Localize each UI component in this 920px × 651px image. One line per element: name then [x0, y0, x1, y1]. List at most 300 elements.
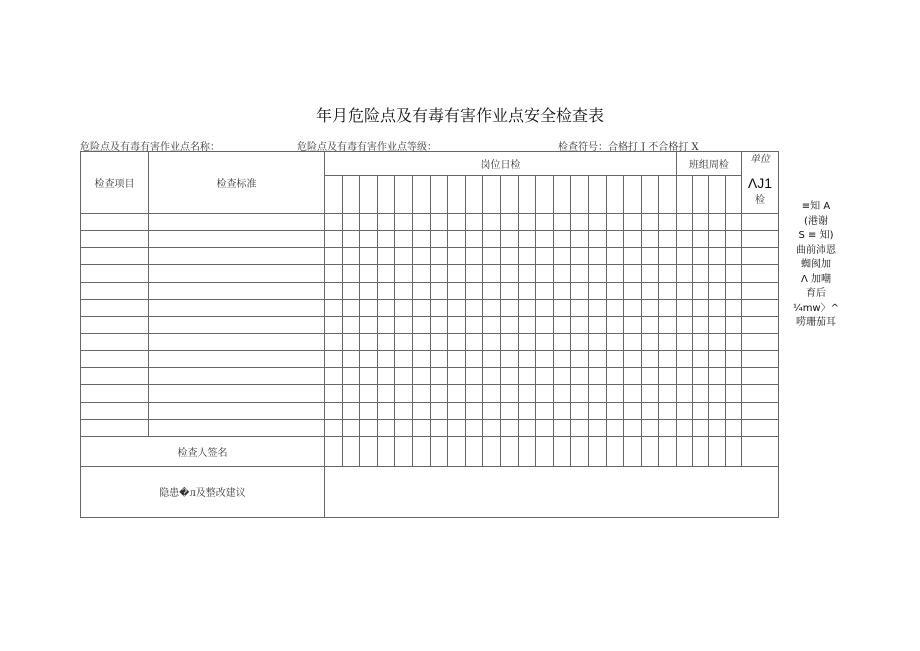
signature-cell[interactable] — [725, 436, 741, 466]
signature-cell[interactable] — [325, 436, 343, 466]
table-cell[interactable] — [553, 351, 571, 368]
table-cell[interactable] — [360, 333, 378, 350]
signature-cell[interactable] — [500, 436, 518, 466]
table-cell[interactable] — [659, 368, 677, 385]
table-cell[interactable] — [641, 402, 659, 419]
table-cell[interactable] — [500, 333, 518, 350]
table-cell[interactable] — [624, 265, 642, 282]
table-cell[interactable] — [342, 351, 360, 368]
table-cell[interactable] — [641, 299, 659, 316]
table-cell[interactable] — [741, 316, 778, 333]
signature-cell[interactable] — [430, 436, 448, 466]
table-cell[interactable] — [430, 385, 448, 402]
table-cell[interactable] — [741, 265, 778, 282]
table-cell[interactable] — [377, 402, 395, 419]
table-cell[interactable] — [536, 333, 554, 350]
table-cell[interactable] — [553, 231, 571, 248]
table-cell[interactable] — [412, 214, 430, 231]
table-cell[interactable] — [676, 368, 692, 385]
table-cell[interactable] — [553, 402, 571, 419]
table-cell[interactable] — [430, 248, 448, 265]
table-cell[interactable] — [536, 316, 554, 333]
table-cell[interactable] — [412, 402, 430, 419]
table-cell[interactable] — [606, 385, 624, 402]
check-cell[interactable] — [606, 176, 624, 214]
table-cell[interactable] — [571, 385, 589, 402]
table-cell[interactable] — [377, 214, 395, 231]
table-cell[interactable] — [676, 351, 692, 368]
table-cell[interactable] — [448, 368, 466, 385]
table-cell[interactable] — [588, 316, 606, 333]
table-cell[interactable] — [465, 214, 483, 231]
table-cell[interactable] — [659, 419, 677, 436]
table-cell[interactable] — [325, 351, 343, 368]
table-cell[interactable] — [81, 316, 149, 333]
table-cell[interactable] — [518, 231, 536, 248]
table-cell[interactable] — [741, 351, 778, 368]
hazards-field[interactable] — [325, 466, 779, 517]
table-cell[interactable] — [448, 316, 466, 333]
table-cell[interactable] — [412, 368, 430, 385]
table-cell[interactable] — [149, 419, 325, 436]
check-cell[interactable] — [676, 176, 692, 214]
table-cell[interactable] — [725, 282, 741, 299]
signature-cell[interactable] — [395, 436, 413, 466]
table-cell[interactable] — [659, 231, 677, 248]
table-cell[interactable] — [518, 316, 536, 333]
table-cell[interactable] — [342, 265, 360, 282]
table-cell[interactable] — [395, 402, 413, 419]
table-cell[interactable] — [725, 419, 741, 436]
table-cell[interactable] — [553, 419, 571, 436]
check-cell[interactable] — [709, 176, 725, 214]
table-cell[interactable] — [571, 419, 589, 436]
check-cell[interactable] — [465, 176, 483, 214]
table-cell[interactable] — [606, 368, 624, 385]
check-cell[interactable] — [395, 176, 413, 214]
table-cell[interactable] — [360, 265, 378, 282]
table-cell[interactable] — [571, 316, 589, 333]
table-cell[interactable] — [500, 248, 518, 265]
table-cell[interactable] — [536, 368, 554, 385]
table-cell[interactable] — [624, 316, 642, 333]
table-cell[interactable] — [395, 214, 413, 231]
table-cell[interactable] — [693, 368, 709, 385]
table-cell[interactable] — [500, 402, 518, 419]
table-cell[interactable] — [448, 265, 466, 282]
table-cell[interactable] — [741, 419, 778, 436]
table-cell[interactable] — [588, 385, 606, 402]
table-cell[interactable] — [518, 248, 536, 265]
table-cell[interactable] — [342, 316, 360, 333]
table-cell[interactable] — [606, 214, 624, 231]
table-cell[interactable] — [377, 231, 395, 248]
table-cell[interactable] — [325, 248, 343, 265]
table-cell[interactable] — [676, 333, 692, 350]
table-cell[interactable] — [536, 265, 554, 282]
signature-cell[interactable] — [676, 436, 692, 466]
table-cell[interactable] — [483, 299, 501, 316]
table-cell[interactable] — [81, 231, 149, 248]
table-cell[interactable] — [465, 248, 483, 265]
table-cell[interactable] — [659, 265, 677, 282]
table-cell[interactable] — [571, 299, 589, 316]
table-cell[interactable] — [624, 351, 642, 368]
table-cell[interactable] — [725, 231, 741, 248]
table-cell[interactable] — [448, 282, 466, 299]
table-cell[interactable] — [465, 316, 483, 333]
table-cell[interactable] — [518, 351, 536, 368]
table-cell[interactable] — [430, 214, 448, 231]
table-cell[interactable] — [483, 214, 501, 231]
table-cell[interactable] — [465, 351, 483, 368]
table-cell[interactable] — [536, 419, 554, 436]
table-cell[interactable] — [412, 231, 430, 248]
table-cell[interactable] — [725, 214, 741, 231]
table-cell[interactable] — [693, 385, 709, 402]
table-cell[interactable] — [325, 231, 343, 248]
check-cell[interactable] — [553, 176, 571, 214]
table-cell[interactable] — [395, 351, 413, 368]
table-cell[interactable] — [360, 248, 378, 265]
table-cell[interactable] — [536, 351, 554, 368]
table-cell[interactable] — [553, 316, 571, 333]
check-cell[interactable] — [725, 176, 741, 214]
table-cell[interactable] — [483, 265, 501, 282]
table-cell[interactable] — [709, 299, 725, 316]
table-cell[interactable] — [342, 333, 360, 350]
table-cell[interactable] — [571, 248, 589, 265]
check-cell[interactable] — [588, 176, 606, 214]
table-cell[interactable] — [412, 316, 430, 333]
table-cell[interactable] — [430, 299, 448, 316]
table-cell[interactable] — [325, 368, 343, 385]
table-cell[interactable] — [624, 282, 642, 299]
table-cell[interactable] — [377, 368, 395, 385]
signature-cell[interactable] — [536, 436, 554, 466]
table-cell[interactable] — [149, 402, 325, 419]
table-cell[interactable] — [465, 299, 483, 316]
table-cell[interactable] — [430, 265, 448, 282]
table-cell[interactable] — [571, 282, 589, 299]
table-cell[interactable] — [81, 248, 149, 265]
signature-cell[interactable] — [465, 436, 483, 466]
table-cell[interactable] — [536, 282, 554, 299]
table-cell[interactable] — [624, 333, 642, 350]
table-cell[interactable] — [725, 368, 741, 385]
table-cell[interactable] — [325, 214, 343, 231]
table-cell[interactable] — [325, 282, 343, 299]
table-cell[interactable] — [377, 351, 395, 368]
table-cell[interactable] — [81, 333, 149, 350]
table-cell[interactable] — [500, 385, 518, 402]
table-cell[interactable] — [725, 333, 741, 350]
table-cell[interactable] — [448, 402, 466, 419]
table-cell[interactable] — [448, 385, 466, 402]
table-cell[interactable] — [448, 248, 466, 265]
table-cell[interactable] — [81, 402, 149, 419]
table-cell[interactable] — [641, 351, 659, 368]
table-cell[interactable] — [448, 231, 466, 248]
table-cell[interactable] — [624, 299, 642, 316]
table-cell[interactable] — [465, 282, 483, 299]
table-cell[interactable] — [693, 282, 709, 299]
signature-cell[interactable] — [483, 436, 501, 466]
table-cell[interactable] — [741, 368, 778, 385]
signature-cell[interactable] — [377, 436, 395, 466]
table-cell[interactable] — [725, 299, 741, 316]
table-cell[interactable] — [430, 316, 448, 333]
table-cell[interactable] — [412, 248, 430, 265]
signature-cell[interactable] — [709, 436, 725, 466]
table-cell[interactable] — [149, 299, 325, 316]
table-cell[interactable] — [606, 248, 624, 265]
table-cell[interactable] — [588, 214, 606, 231]
table-cell[interactable] — [709, 265, 725, 282]
table-cell[interactable] — [588, 231, 606, 248]
table-cell[interactable] — [709, 419, 725, 436]
table-cell[interactable] — [624, 248, 642, 265]
signature-cell[interactable] — [360, 436, 378, 466]
table-cell[interactable] — [571, 368, 589, 385]
table-cell[interactable] — [588, 248, 606, 265]
table-cell[interactable] — [342, 231, 360, 248]
table-cell[interactable] — [412, 385, 430, 402]
table-cell[interactable] — [412, 351, 430, 368]
table-cell[interactable] — [553, 333, 571, 350]
table-cell[interactable] — [342, 299, 360, 316]
table-cell[interactable] — [536, 231, 554, 248]
signature-cell[interactable] — [588, 436, 606, 466]
table-cell[interactable] — [725, 265, 741, 282]
check-cell[interactable] — [500, 176, 518, 214]
table-cell[interactable] — [536, 402, 554, 419]
table-cell[interactable] — [676, 248, 692, 265]
table-cell[interactable] — [377, 299, 395, 316]
table-cell[interactable] — [430, 351, 448, 368]
table-cell[interactable] — [360, 351, 378, 368]
check-cell[interactable] — [483, 176, 501, 214]
check-cell[interactable] — [536, 176, 554, 214]
table-cell[interactable] — [741, 248, 778, 265]
table-cell[interactable] — [149, 282, 325, 299]
table-cell[interactable] — [641, 282, 659, 299]
table-cell[interactable] — [693, 333, 709, 350]
table-cell[interactable] — [693, 316, 709, 333]
table-cell[interactable] — [659, 316, 677, 333]
table-cell[interactable] — [465, 265, 483, 282]
table-cell[interactable] — [553, 299, 571, 316]
table-cell[interactable] — [149, 368, 325, 385]
table-cell[interactable] — [500, 231, 518, 248]
table-cell[interactable] — [483, 419, 501, 436]
table-cell[interactable] — [709, 248, 725, 265]
table-cell[interactable] — [553, 248, 571, 265]
check-cell[interactable] — [412, 176, 430, 214]
check-cell[interactable] — [430, 176, 448, 214]
table-cell[interactable] — [360, 214, 378, 231]
table-cell[interactable] — [725, 351, 741, 368]
table-cell[interactable] — [741, 214, 778, 231]
table-cell[interactable] — [325, 316, 343, 333]
check-cell[interactable] — [659, 176, 677, 214]
table-cell[interactable] — [659, 248, 677, 265]
table-cell[interactable] — [465, 385, 483, 402]
table-cell[interactable] — [149, 333, 325, 350]
check-cell[interactable] — [571, 176, 589, 214]
table-cell[interactable] — [360, 282, 378, 299]
table-cell[interactable] — [149, 385, 325, 402]
table-cell[interactable] — [377, 265, 395, 282]
table-cell[interactable] — [430, 402, 448, 419]
table-cell[interactable] — [693, 299, 709, 316]
table-cell[interactable] — [412, 265, 430, 282]
table-cell[interactable] — [465, 402, 483, 419]
table-cell[interactable] — [81, 214, 149, 231]
table-cell[interactable] — [553, 214, 571, 231]
table-cell[interactable] — [518, 282, 536, 299]
table-cell[interactable] — [641, 419, 659, 436]
table-cell[interactable] — [588, 402, 606, 419]
table-cell[interactable] — [725, 402, 741, 419]
table-cell[interactable] — [741, 402, 778, 419]
table-cell[interactable] — [448, 351, 466, 368]
table-cell[interactable] — [571, 402, 589, 419]
table-cell[interactable] — [588, 282, 606, 299]
table-cell[interactable] — [709, 351, 725, 368]
table-cell[interactable] — [325, 299, 343, 316]
table-cell[interactable] — [342, 248, 360, 265]
table-cell[interactable] — [571, 231, 589, 248]
table-cell[interactable] — [624, 385, 642, 402]
table-cell[interactable] — [377, 248, 395, 265]
table-cell[interactable] — [500, 419, 518, 436]
table-cell[interactable] — [325, 402, 343, 419]
table-cell[interactable] — [395, 282, 413, 299]
table-cell[interactable] — [149, 248, 325, 265]
signature-cell[interactable] — [741, 436, 778, 466]
table-cell[interactable] — [588, 333, 606, 350]
table-cell[interactable] — [693, 214, 709, 231]
table-cell[interactable] — [81, 299, 149, 316]
table-cell[interactable] — [659, 282, 677, 299]
table-cell[interactable] — [693, 351, 709, 368]
table-cell[interactable] — [606, 419, 624, 436]
signature-cell[interactable] — [606, 436, 624, 466]
table-cell[interactable] — [395, 316, 413, 333]
table-cell[interactable] — [676, 316, 692, 333]
table-cell[interactable] — [430, 333, 448, 350]
table-cell[interactable] — [483, 316, 501, 333]
table-cell[interactable] — [709, 214, 725, 231]
table-cell[interactable] — [693, 265, 709, 282]
table-cell[interactable] — [518, 265, 536, 282]
check-cell[interactable] — [325, 176, 343, 214]
table-cell[interactable] — [342, 282, 360, 299]
table-cell[interactable] — [412, 282, 430, 299]
table-cell[interactable] — [483, 333, 501, 350]
table-cell[interactable] — [430, 419, 448, 436]
table-cell[interactable] — [536, 385, 554, 402]
table-cell[interactable] — [342, 214, 360, 231]
table-cell[interactable] — [588, 299, 606, 316]
table-cell[interactable] — [395, 231, 413, 248]
table-cell[interactable] — [709, 316, 725, 333]
table-cell[interactable] — [430, 231, 448, 248]
table-cell[interactable] — [641, 214, 659, 231]
table-cell[interactable] — [536, 248, 554, 265]
table-cell[interactable] — [588, 419, 606, 436]
check-cell[interactable] — [448, 176, 466, 214]
table-cell[interactable] — [588, 265, 606, 282]
table-cell[interactable] — [693, 419, 709, 436]
table-cell[interactable] — [81, 351, 149, 368]
table-cell[interactable] — [377, 333, 395, 350]
table-cell[interactable] — [360, 368, 378, 385]
table-cell[interactable] — [483, 351, 501, 368]
table-cell[interactable] — [360, 419, 378, 436]
check-cell[interactable] — [624, 176, 642, 214]
table-cell[interactable] — [149, 214, 325, 231]
table-cell[interactable] — [81, 385, 149, 402]
table-cell[interactable] — [709, 402, 725, 419]
signature-cell[interactable] — [553, 436, 571, 466]
check-cell[interactable] — [360, 176, 378, 214]
table-cell[interactable] — [571, 214, 589, 231]
table-cell[interactable] — [709, 368, 725, 385]
table-cell[interactable] — [149, 351, 325, 368]
table-cell[interactable] — [536, 214, 554, 231]
table-cell[interactable] — [465, 333, 483, 350]
table-cell[interactable] — [412, 299, 430, 316]
table-cell[interactable] — [606, 282, 624, 299]
table-cell[interactable] — [377, 316, 395, 333]
check-cell[interactable] — [377, 176, 395, 214]
table-cell[interactable] — [518, 333, 536, 350]
table-cell[interactable] — [325, 385, 343, 402]
table-cell[interactable] — [395, 368, 413, 385]
table-cell[interactable] — [465, 368, 483, 385]
table-cell[interactable] — [395, 333, 413, 350]
table-cell[interactable] — [342, 385, 360, 402]
table-cell[interactable] — [641, 316, 659, 333]
table-cell[interactable] — [360, 299, 378, 316]
table-cell[interactable] — [500, 282, 518, 299]
table-cell[interactable] — [412, 333, 430, 350]
table-cell[interactable] — [641, 385, 659, 402]
table-cell[interactable] — [149, 265, 325, 282]
table-cell[interactable] — [571, 333, 589, 350]
table-cell[interactable] — [500, 265, 518, 282]
table-cell[interactable] — [448, 299, 466, 316]
table-cell[interactable] — [377, 282, 395, 299]
table-cell[interactable] — [518, 214, 536, 231]
table-cell[interactable] — [571, 351, 589, 368]
signature-cell[interactable] — [624, 436, 642, 466]
table-cell[interactable] — [448, 333, 466, 350]
table-cell[interactable] — [641, 231, 659, 248]
table-cell[interactable] — [641, 248, 659, 265]
table-cell[interactable] — [553, 265, 571, 282]
table-cell[interactable] — [465, 419, 483, 436]
table-cell[interactable] — [483, 282, 501, 299]
table-cell[interactable] — [483, 248, 501, 265]
table-cell[interactable] — [81, 282, 149, 299]
table-cell[interactable] — [500, 316, 518, 333]
table-cell[interactable] — [360, 316, 378, 333]
table-cell[interactable] — [676, 282, 692, 299]
table-cell[interactable] — [676, 299, 692, 316]
